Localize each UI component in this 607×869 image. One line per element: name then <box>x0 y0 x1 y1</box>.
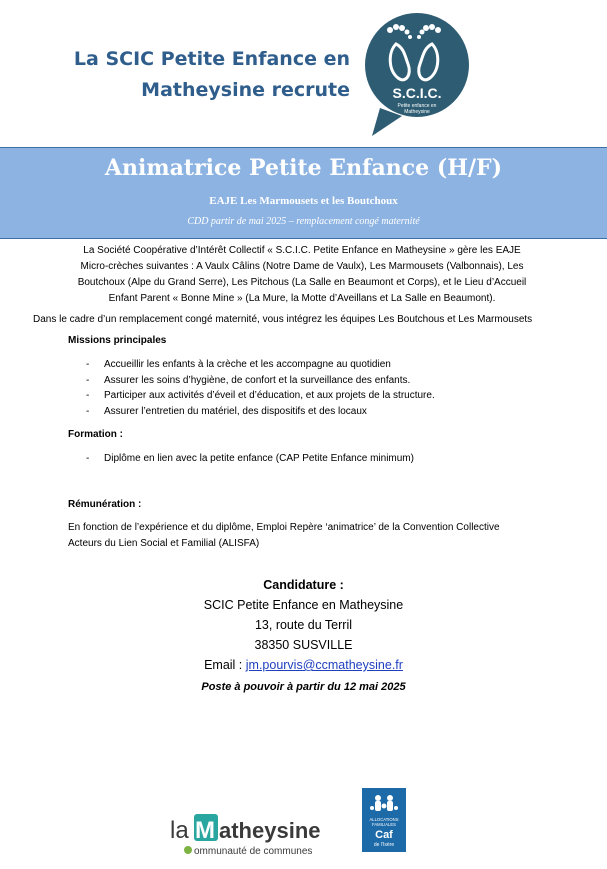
contract-info: CDD partir de mai 2025 – remplacement congé maternité <box>187 216 420 227</box>
logo-c-dot <box>184 846 192 854</box>
candidature-email-row <box>0 655 607 675</box>
list-item: - Assurer les soins d’hygiène, de confort et la surveillance des enfants. <box>68 373 548 389</box>
job-title: Animatrice Petite Enfance (H/F) <box>104 155 503 181</box>
logo-atheysine: atheysine <box>219 818 321 843</box>
caf-line2: FAMILIALES <box>372 822 396 827</box>
page-title <box>30 44 350 106</box>
formation-list <box>68 451 548 467</box>
logo-text: S.C.I.C. <box>392 85 442 101</box>
remuneration-line: En fonction de l’expérience et du diplôme, Emploi Repère ‘animatrice’ de la Convention Collective <box>68 522 500 533</box>
remuneration-text <box>68 520 548 552</box>
intro-line: Boutchoux (Alpe du Grand Serre), Les Pitchous (La Salle en Beaumont et Corps), et le Lieu d’Accueil <box>77 277 527 288</box>
list-item: - Participer aux activités d’éveil et d’éducation, et aux projets de la structure. <box>68 388 548 404</box>
caf-name: Caf <box>375 829 393 841</box>
list-item: - Assurer l’entretien du matériel, des dispositifs et des locaux <box>68 404 548 420</box>
logo-sub2: Matheysine <box>404 109 430 115</box>
missions-heading: Missions principales <box>68 335 167 346</box>
candidature-block <box>0 575 607 675</box>
logo-sub1: Petite enfance en <box>397 103 437 109</box>
job-subtitle: EAJE Les Marmousets et les Boutchoux <box>209 195 398 207</box>
caf-line1: ALLOCATIONS <box>369 817 399 822</box>
page-title-line1: La SCIC Petite Enfance en <box>73 48 350 70</box>
candidature-street: 13, route du Terril <box>254 618 353 632</box>
caf-dept: de l’Isère <box>373 842 395 848</box>
caf-logo <box>362 788 406 852</box>
remuneration-heading: Rémunération : <box>68 499 142 510</box>
email-link[interactable]: jm.pourvis@ccmatheysine.fr <box>245 658 403 672</box>
candidature-heading: Candidature : <box>263 578 344 592</box>
missions-list <box>68 357 548 419</box>
logo-subtitle: ommunauté de communes <box>194 846 313 857</box>
intro-line: Micro-crèches suivantes : A Vaulx Câlins (Notre Dame de Vaulx), Les Marmousets (Valbonnais), Les <box>80 261 524 272</box>
list-item: - Accueillir les enfants à la crèche et les accompagne au quotidien <box>68 357 548 373</box>
intro-line: La Société Coopérative d’Intérêt Collectif « S.C.I.C. Petite Enfance en Matheysine » gère les EAJE <box>83 245 521 256</box>
page-title-line2: Matheysine recrute <box>141 79 350 101</box>
poste-date: Poste à pouvoir à partir du 12 mai 2025 <box>201 681 406 693</box>
la-matheysine-logo <box>170 808 350 858</box>
intro-line: Enfant Parent « Bonne Mine » (La Mure, la Motte d’Aveillans et La Salle en Beaumont). <box>108 293 496 304</box>
context-paragraph: Dans le cadre d’un remplacement congé maternité, vous intégrez les équipes Les Boutchous et Les Marmousets <box>33 314 533 325</box>
candidature-city: 38350 SUSVILLE <box>254 638 353 652</box>
logo-la: la <box>170 817 189 844</box>
candidature-org: SCIC Petite Enfance en Matheysine <box>203 598 404 612</box>
scic-logo <box>362 8 472 138</box>
logo-m: M <box>195 817 215 844</box>
formation-heading: Formation : <box>68 429 123 440</box>
remuneration-line: Acteurs du Lien Social et Familial (ALISFA) <box>68 538 260 549</box>
email-label: Email : <box>204 658 246 672</box>
intro-paragraph <box>62 243 542 307</box>
list-item: - Diplôme en lien avec la petite enfance (CAP Petite Enfance minimum) <box>68 451 548 467</box>
